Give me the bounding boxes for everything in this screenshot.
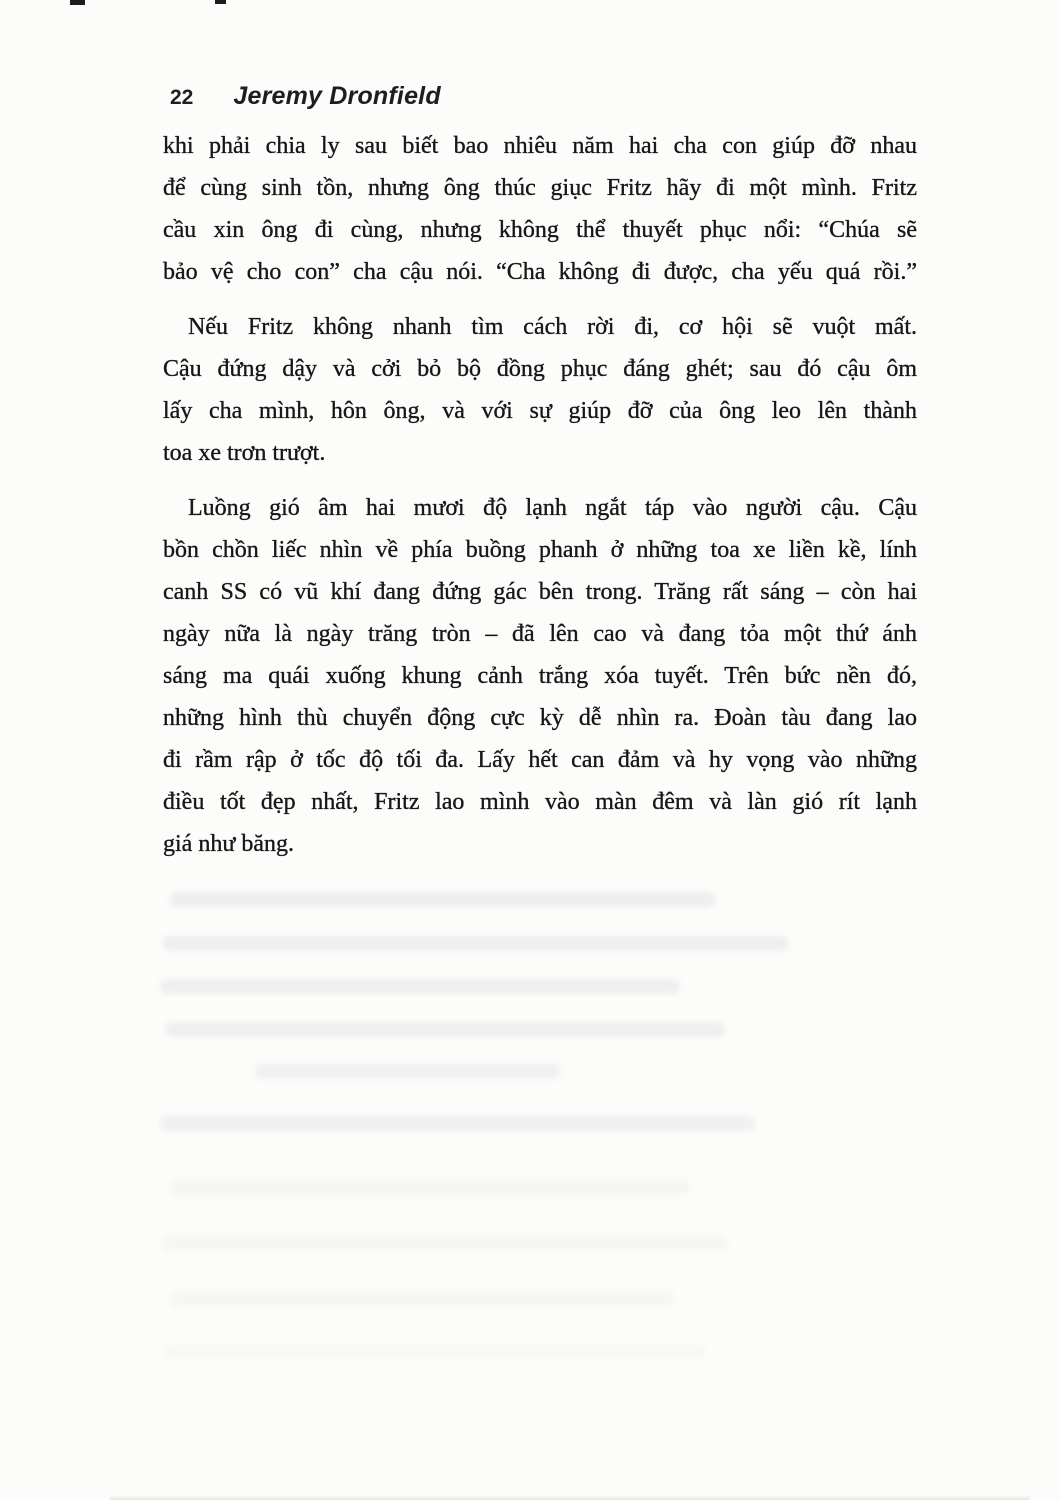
text-line: sáng ma quái xuống khung cảnh trắng xóa tuyết. Trên bức nền đó, (163, 663, 917, 689)
text-line: Cậu đứng dậy và cởi bỏ bộ đồng phục đáng ghét; sau đó cậu ôm (163, 356, 917, 382)
text-line: toa xe trơn trượt. (163, 440, 326, 466)
showthrough-line (170, 1180, 690, 1195)
text-line: bảo vệ cho con” cha cậu nói. “Cha không đi được, cha yếu quá rồi.” (163, 259, 917, 285)
text-line: ngày nữa là ngày trăng tròn – đã lên cao và đang tỏa một thứ ánh (163, 621, 917, 647)
scan-artifact-mark (70, 0, 85, 5)
page-number: 22 (170, 86, 194, 109)
text-line: Luồng gió âm hai mươi độ lạnh ngắt táp vào người cậu. Cậu (188, 495, 917, 521)
text-line: đi rầm rập ở tốc độ tối đa. Lấy hết can đảm và hy vọng vào những (163, 747, 917, 773)
showthrough-line (163, 1236, 728, 1251)
scan-artifact-mark (215, 0, 226, 4)
text-line: để cùng sinh tồn, nhưng ông thúc giục Fritz hãy đi một mình. Fritz (163, 175, 917, 201)
paragraph-1 (163, 125, 917, 293)
running-head (170, 82, 441, 111)
text-line: canh SS có vũ khí đang đứng gác bên trong. Trăng rất sáng – còn hai (163, 579, 917, 605)
scan-bottom-shade (110, 1495, 1030, 1500)
showthrough-line (255, 1064, 560, 1079)
showthrough-line (165, 1344, 705, 1359)
showthrough-line (160, 1116, 755, 1131)
showthrough-line (163, 936, 788, 951)
paragraph-3 (163, 487, 917, 865)
text-line: cầu xin ông đi cùng, nhưng không thể thuyết phục nổi: “Chúa sẽ (163, 217, 917, 243)
paragraph-2 (163, 306, 917, 474)
showthrough-line (160, 979, 680, 994)
text-line: điều tốt đẹp nhất, Fritz lao mình vào màn đêm và làn gió rít lạnh (163, 789, 917, 815)
text-line: giá như băng. (163, 831, 294, 857)
text-line: khi phải chia ly sau biết bao nhiêu năm hai cha con giúp đỡ nhau (163, 133, 917, 159)
text-line: lấy cha mình, hôn ông, và với sự giúp đỡ của ông leo lên thành (163, 398, 917, 424)
text-line: những hình thù chuyển động cực kỳ dễ nhìn ra. Đoàn tàu đang lao (163, 705, 917, 731)
showthrough-line (170, 892, 715, 907)
page-body (163, 125, 917, 878)
showthrough-line (170, 1292, 675, 1307)
running-head-author: Jeremy Dronfield (233, 82, 441, 110)
text-line: Nếu Fritz không nhanh tìm cách rời đi, cơ hội sẽ vuột mất. (188, 314, 917, 340)
text-line: bồn chồn liếc nhìn về phía buồng phanh ở những toa xe liền kề, lính (163, 537, 917, 563)
showthrough-line (165, 1022, 725, 1037)
